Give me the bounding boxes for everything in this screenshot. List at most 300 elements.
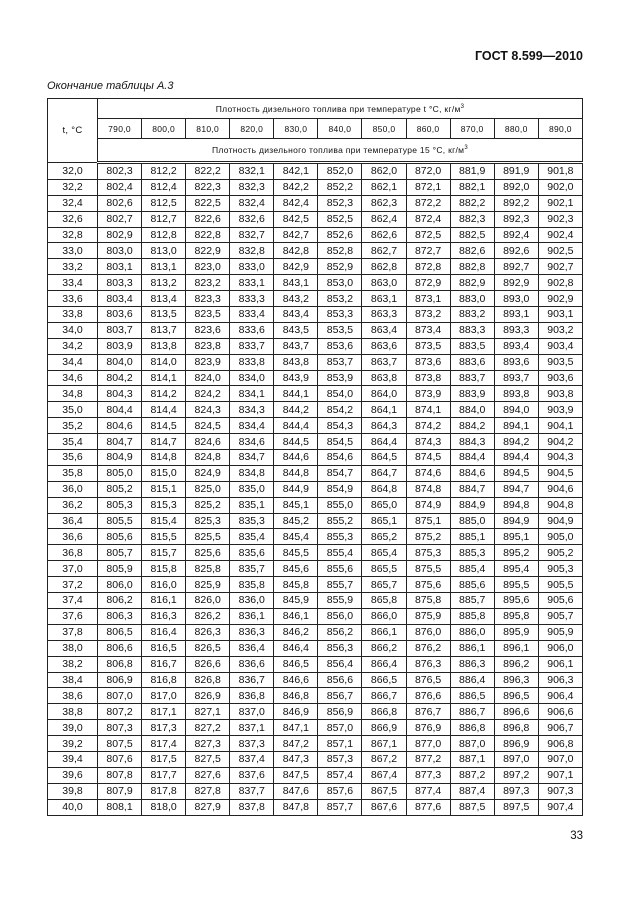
density-cell: 833,1 xyxy=(230,275,274,291)
density-cell: 833,6 xyxy=(230,322,274,338)
density-cell: 836,1 xyxy=(230,608,274,624)
density-cell: 818,0 xyxy=(142,799,186,815)
density-cell: 857,3 xyxy=(318,751,362,767)
density-cell: 896,2 xyxy=(494,656,538,672)
density-cell: 825,5 xyxy=(186,529,230,545)
density-cell: 835,8 xyxy=(230,577,274,593)
density-cell: 834,3 xyxy=(230,402,274,418)
density-cell: 902,9 xyxy=(538,291,582,307)
density-cell: 817,5 xyxy=(142,751,186,767)
page-number: 33 xyxy=(570,830,583,842)
density-cell: 897,2 xyxy=(494,767,538,783)
density-cell: 806,6 xyxy=(98,640,142,656)
temperature-cell: 33,4 xyxy=(48,275,98,291)
density-cell: 902,4 xyxy=(538,227,582,243)
table-row xyxy=(48,497,583,513)
density-cell: 862,1 xyxy=(362,179,406,195)
density-cell: 842,9 xyxy=(274,259,318,275)
density-cell: 846,6 xyxy=(274,672,318,688)
density-cell: 833,3 xyxy=(230,291,274,307)
density-cell: 862,8 xyxy=(362,259,406,275)
density-cell: 902,1 xyxy=(538,195,582,211)
density-cell: 812,7 xyxy=(142,211,186,227)
density-cell: 856,6 xyxy=(318,672,362,688)
density-cell: 885,8 xyxy=(450,608,494,624)
temperature-cell: 32,8 xyxy=(48,227,98,243)
density-cell: 886,0 xyxy=(450,624,494,640)
temperature-cell: 36,4 xyxy=(48,513,98,529)
density-cell: 824,9 xyxy=(186,465,230,481)
density-cell: 802,4 xyxy=(98,179,142,195)
density-cell: 903,4 xyxy=(538,338,582,354)
table-row xyxy=(48,291,583,307)
density-cell: 873,9 xyxy=(406,386,450,402)
temperature-cell: 39,2 xyxy=(48,736,98,752)
density-cell: 844,6 xyxy=(274,450,318,466)
density-cell: 823,0 xyxy=(186,259,230,275)
density-cell: 867,4 xyxy=(362,767,406,783)
density-cell: 835,6 xyxy=(230,545,274,561)
density-cell: 872,2 xyxy=(406,195,450,211)
temperature-cell: 36,8 xyxy=(48,545,98,561)
density-cell: 873,4 xyxy=(406,322,450,338)
density-cell: 866,0 xyxy=(362,608,406,624)
density-cell: 906,4 xyxy=(538,688,582,704)
table-row xyxy=(48,354,583,370)
density-cell: 853,6 xyxy=(318,338,362,354)
density-cell: 806,8 xyxy=(98,656,142,672)
density-cell: 905,5 xyxy=(538,577,582,593)
density-cell: 832,8 xyxy=(230,243,274,259)
density-cell: 872,7 xyxy=(406,243,450,259)
density-cell: 895,8 xyxy=(494,608,538,624)
density-cell: 894,8 xyxy=(494,497,538,513)
table-row xyxy=(48,307,583,323)
density-cell: 836,6 xyxy=(230,656,274,672)
density-cell: 832,6 xyxy=(230,211,274,227)
density-cell: 885,3 xyxy=(450,545,494,561)
temperature-cell: 37,6 xyxy=(48,608,98,624)
density-cell: 847,8 xyxy=(274,799,318,815)
column-header: 890,0 xyxy=(538,119,582,139)
density-cell: 894,2 xyxy=(494,434,538,450)
density-cell: 814,4 xyxy=(142,402,186,418)
density-cell: 813,7 xyxy=(142,322,186,338)
density-cell: 887,0 xyxy=(450,736,494,752)
density-cell: 853,7 xyxy=(318,354,362,370)
table-row xyxy=(48,720,583,736)
density-cell: 904,6 xyxy=(538,481,582,497)
density-cell: 856,0 xyxy=(318,608,362,624)
table-row xyxy=(48,529,583,545)
density-cell: 896,6 xyxy=(494,704,538,720)
temperature-cell: 38,2 xyxy=(48,656,98,672)
column-header: 810,0 xyxy=(186,119,230,139)
density-cell: 872,8 xyxy=(406,259,450,275)
density-cell: 834,7 xyxy=(230,450,274,466)
density-cell: 833,0 xyxy=(230,259,274,275)
density-cell: 894,0 xyxy=(494,402,538,418)
density-cell: 844,1 xyxy=(274,386,318,402)
density-cell: 894,5 xyxy=(494,465,538,481)
density-cell: 854,0 xyxy=(318,386,362,402)
density-cell: 882,3 xyxy=(450,211,494,227)
density-cell: 807,6 xyxy=(98,751,142,767)
density-cell: 847,6 xyxy=(274,783,318,799)
density-cell: 904,1 xyxy=(538,418,582,434)
density-cell: 815,4 xyxy=(142,513,186,529)
density-cell: 906,8 xyxy=(538,736,582,752)
density-cell: 843,4 xyxy=(274,307,318,323)
density-cell: 903,2 xyxy=(538,322,582,338)
density-cell: 823,9 xyxy=(186,354,230,370)
density-cell: 837,6 xyxy=(230,767,274,783)
density-cell: 807,8 xyxy=(98,767,142,783)
density-cell: 836,3 xyxy=(230,624,274,640)
density-cell: 905,2 xyxy=(538,545,582,561)
density-cell: 905,6 xyxy=(538,593,582,609)
density-cell: 856,4 xyxy=(318,656,362,672)
density-cell: 862,4 xyxy=(362,211,406,227)
density-cell: 817,0 xyxy=(142,688,186,704)
temperature-cell: 38,8 xyxy=(48,704,98,720)
density-cell: 867,6 xyxy=(362,799,406,815)
density-cell: 807,3 xyxy=(98,720,142,736)
density-cell: 866,2 xyxy=(362,640,406,656)
density-cell: 885,4 xyxy=(450,561,494,577)
density-cell: 826,2 xyxy=(186,608,230,624)
density-cell: 877,6 xyxy=(406,799,450,815)
density-cell: 895,6 xyxy=(494,593,538,609)
density-cell: 884,0 xyxy=(450,402,494,418)
temperature-cell: 33,2 xyxy=(48,259,98,275)
density-cell: 897,0 xyxy=(494,751,538,767)
density-cell: 896,1 xyxy=(494,640,538,656)
density-cell: 807,5 xyxy=(98,736,142,752)
density-cell: 827,3 xyxy=(186,736,230,752)
density-cell: 866,5 xyxy=(362,672,406,688)
density-cell: 852,8 xyxy=(318,243,362,259)
column-header: 800,0 xyxy=(142,119,186,139)
table-row xyxy=(48,275,583,291)
density-cell: 847,2 xyxy=(274,736,318,752)
density-cell: 896,3 xyxy=(494,672,538,688)
density-cell: 893,1 xyxy=(494,307,538,323)
density-cell: 837,0 xyxy=(230,704,274,720)
column-header: 840,0 xyxy=(318,119,362,139)
density-cell: 816,1 xyxy=(142,593,186,609)
density-cell: 865,2 xyxy=(362,529,406,545)
density-cell: 874,3 xyxy=(406,434,450,450)
density-cell: 805,2 xyxy=(98,481,142,497)
density-cell: 893,7 xyxy=(494,370,538,386)
density-cell: 863,8 xyxy=(362,370,406,386)
density-cell: 807,9 xyxy=(98,783,142,799)
density-cell: 854,3 xyxy=(318,418,362,434)
temperature-cell: 32,4 xyxy=(48,195,98,211)
density-cell: 856,7 xyxy=(318,688,362,704)
density-cell: 866,7 xyxy=(362,688,406,704)
density-cell: 906,0 xyxy=(538,640,582,656)
column-header: 820,0 xyxy=(230,119,274,139)
density-cell: 824,2 xyxy=(186,386,230,402)
density-cell: 836,0 xyxy=(230,593,274,609)
density-cell: 874,8 xyxy=(406,481,450,497)
density-cell: 875,6 xyxy=(406,577,450,593)
temperature-cell: 34,2 xyxy=(48,338,98,354)
density-cell: 823,6 xyxy=(186,322,230,338)
density-cell: 874,9 xyxy=(406,497,450,513)
density-cell: 885,6 xyxy=(450,577,494,593)
density-cell: 905,7 xyxy=(538,608,582,624)
density-cell: 872,1 xyxy=(406,179,450,195)
density-cell: 872,9 xyxy=(406,275,450,291)
density-cell: 846,2 xyxy=(274,624,318,640)
density-cell: 815,0 xyxy=(142,465,186,481)
density-cell: 814,5 xyxy=(142,418,186,434)
density-cell: 886,5 xyxy=(450,688,494,704)
density-cell: 803,9 xyxy=(98,338,142,354)
density-cell: 867,5 xyxy=(362,783,406,799)
density-cell: 836,4 xyxy=(230,640,274,656)
density-cell: 875,2 xyxy=(406,529,450,545)
density-cell: 803,1 xyxy=(98,259,142,275)
density-cell: 893,8 xyxy=(494,386,538,402)
density-cell: 885,0 xyxy=(450,513,494,529)
density-cell: 846,8 xyxy=(274,688,318,704)
density-cell: 855,6 xyxy=(318,561,362,577)
density-cell: 886,1 xyxy=(450,640,494,656)
density-cell: 816,5 xyxy=(142,640,186,656)
density-cell: 883,0 xyxy=(450,291,494,307)
density-cell: 847,5 xyxy=(274,767,318,783)
table-row xyxy=(48,259,583,275)
temperature-cell: 34,6 xyxy=(48,370,98,386)
density-cell: 844,5 xyxy=(274,434,318,450)
density-cell: 826,6 xyxy=(186,656,230,672)
temperature-cell: 36,2 xyxy=(48,497,98,513)
density-cell: 816,4 xyxy=(142,624,186,640)
density-cell: 885,7 xyxy=(450,593,494,609)
density-cell: 904,3 xyxy=(538,450,582,466)
density-cell: 806,0 xyxy=(98,577,142,593)
density-cell: 864,0 xyxy=(362,386,406,402)
density-cell: 873,5 xyxy=(406,338,450,354)
density-cell: 802,7 xyxy=(98,211,142,227)
bottom-header-sup: 3 xyxy=(464,145,468,152)
density-cell: 813,4 xyxy=(142,291,186,307)
density-cell: 825,0 xyxy=(186,481,230,497)
density-cell: 906,6 xyxy=(538,704,582,720)
density-cell: 903,9 xyxy=(538,402,582,418)
density-cell: 865,5 xyxy=(362,561,406,577)
density-cell: 807,0 xyxy=(98,688,142,704)
density-cell: 843,1 xyxy=(274,275,318,291)
density-cell: 815,3 xyxy=(142,497,186,513)
density-cell: 884,2 xyxy=(450,418,494,434)
density-cell: 824,3 xyxy=(186,402,230,418)
table-row xyxy=(48,450,583,466)
table-row xyxy=(48,243,583,259)
density-cell: 903,5 xyxy=(538,354,582,370)
density-cell: 804,7 xyxy=(98,434,142,450)
temperature-cell: 34,0 xyxy=(48,322,98,338)
temperature-cell: 35,4 xyxy=(48,434,98,450)
density-cell: 812,2 xyxy=(142,163,186,180)
density-cell: 904,2 xyxy=(538,434,582,450)
density-cell: 877,4 xyxy=(406,783,450,799)
density-cell: 804,4 xyxy=(98,402,142,418)
density-cell: 822,8 xyxy=(186,227,230,243)
density-cell: 855,3 xyxy=(318,529,362,545)
density-cell: 817,7 xyxy=(142,767,186,783)
density-cell: 892,0 xyxy=(494,179,538,195)
density-cell: 897,3 xyxy=(494,783,538,799)
density-cell: 892,6 xyxy=(494,243,538,259)
t-column-header: t, °C xyxy=(48,99,98,163)
density-cell: 815,5 xyxy=(142,529,186,545)
density-cell: 835,3 xyxy=(230,513,274,529)
density-cell: 804,0 xyxy=(98,354,142,370)
density-cell: 846,9 xyxy=(274,704,318,720)
density-cell: 835,7 xyxy=(230,561,274,577)
density-cell: 836,7 xyxy=(230,672,274,688)
table-row xyxy=(48,783,583,799)
density-cell: 853,3 xyxy=(318,307,362,323)
density-cell: 845,5 xyxy=(274,545,318,561)
density-cell: 824,5 xyxy=(186,418,230,434)
density-cell: 903,1 xyxy=(538,307,582,323)
density-cell: 835,1 xyxy=(230,497,274,513)
table-row xyxy=(48,624,583,640)
column-header: 790,0 xyxy=(98,119,142,139)
density-cell: 805,5 xyxy=(98,513,142,529)
density-cell: 877,3 xyxy=(406,767,450,783)
density-cell: 905,9 xyxy=(538,624,582,640)
density-cell: 907,3 xyxy=(538,783,582,799)
density-cell: 865,1 xyxy=(362,513,406,529)
density-cell: 822,3 xyxy=(186,179,230,195)
density-cell: 901,8 xyxy=(538,163,582,180)
table-row xyxy=(48,513,583,529)
density-cell: 816,8 xyxy=(142,672,186,688)
density-cell: 852,9 xyxy=(318,259,362,275)
density-cell: 826,8 xyxy=(186,672,230,688)
table-row xyxy=(48,481,583,497)
density-cell: 906,7 xyxy=(538,720,582,736)
density-cell: 805,6 xyxy=(98,529,142,545)
density-cell: 846,4 xyxy=(274,640,318,656)
density-cell: 882,8 xyxy=(450,259,494,275)
density-cell: 845,8 xyxy=(274,577,318,593)
density-cell: 843,2 xyxy=(274,291,318,307)
density-cell: 843,7 xyxy=(274,338,318,354)
density-cell: 863,4 xyxy=(362,322,406,338)
table-row xyxy=(48,211,583,227)
density-cell: 825,9 xyxy=(186,577,230,593)
density-cell: 896,8 xyxy=(494,720,538,736)
density-cell: 875,5 xyxy=(406,561,450,577)
table-row xyxy=(48,608,583,624)
table-row xyxy=(48,386,583,402)
density-cell: 836,8 xyxy=(230,688,274,704)
temperature-cell: 39,6 xyxy=(48,767,98,783)
temperature-cell: 33,6 xyxy=(48,291,98,307)
density-cell: 814,8 xyxy=(142,450,186,466)
column-header: 870,0 xyxy=(450,119,494,139)
density-cell: 905,0 xyxy=(538,529,582,545)
density-cell: 803,6 xyxy=(98,307,142,323)
density-cell: 866,8 xyxy=(362,704,406,720)
density-cell: 902,5 xyxy=(538,243,582,259)
density-cell: 842,4 xyxy=(274,195,318,211)
density-cell: 825,8 xyxy=(186,561,230,577)
density-cell: 866,4 xyxy=(362,656,406,672)
density-cell: 832,1 xyxy=(230,163,274,180)
density-cell: 876,2 xyxy=(406,640,450,656)
density-cell: 902,0 xyxy=(538,179,582,195)
table-row xyxy=(48,179,583,195)
top-header-sup: 3 xyxy=(460,103,465,110)
density-cell: 886,3 xyxy=(450,656,494,672)
density-cell: 864,3 xyxy=(362,418,406,434)
density-cell: 816,3 xyxy=(142,608,186,624)
density-cell: 853,9 xyxy=(318,370,362,386)
density-table xyxy=(47,98,583,816)
density-cell: 855,0 xyxy=(318,497,362,513)
density-cell: 825,6 xyxy=(186,545,230,561)
density-cell: 834,6 xyxy=(230,434,274,450)
density-cell: 893,0 xyxy=(494,291,538,307)
density-cell: 884,9 xyxy=(450,497,494,513)
table-row xyxy=(48,640,583,656)
density-cell: 857,7 xyxy=(318,799,362,815)
table-row xyxy=(48,577,583,593)
density-cell: 892,9 xyxy=(494,275,538,291)
density-cell: 864,4 xyxy=(362,434,406,450)
temperature-cell: 36,0 xyxy=(48,481,98,497)
density-cell: 872,0 xyxy=(406,163,450,180)
density-cell: 826,3 xyxy=(186,624,230,640)
density-cell: 873,8 xyxy=(406,370,450,386)
column-header: 860,0 xyxy=(406,119,450,139)
density-cell: 857,0 xyxy=(318,720,362,736)
table-row xyxy=(48,593,583,609)
table-row xyxy=(48,561,583,577)
table-row xyxy=(48,418,583,434)
density-cell: 846,5 xyxy=(274,656,318,672)
density-cell: 902,8 xyxy=(538,275,582,291)
density-cell: 826,5 xyxy=(186,640,230,656)
table-row xyxy=(48,322,583,338)
density-cell: 852,5 xyxy=(318,211,362,227)
temperature-cell: 39,8 xyxy=(48,783,98,799)
density-cell: 866,9 xyxy=(362,720,406,736)
density-cell: 822,5 xyxy=(186,195,230,211)
density-cell: 813,2 xyxy=(142,275,186,291)
density-cell: 866,1 xyxy=(362,624,406,640)
density-cell: 845,6 xyxy=(274,561,318,577)
temperature-cell: 35,2 xyxy=(48,418,98,434)
density-cell: 876,9 xyxy=(406,720,450,736)
density-cell: 883,7 xyxy=(450,370,494,386)
density-cell: 852,2 xyxy=(318,179,362,195)
density-cell: 803,4 xyxy=(98,291,142,307)
density-cell: 827,2 xyxy=(186,720,230,736)
density-cell: 835,4 xyxy=(230,529,274,545)
density-cell: 904,5 xyxy=(538,465,582,481)
density-cell: 847,1 xyxy=(274,720,318,736)
